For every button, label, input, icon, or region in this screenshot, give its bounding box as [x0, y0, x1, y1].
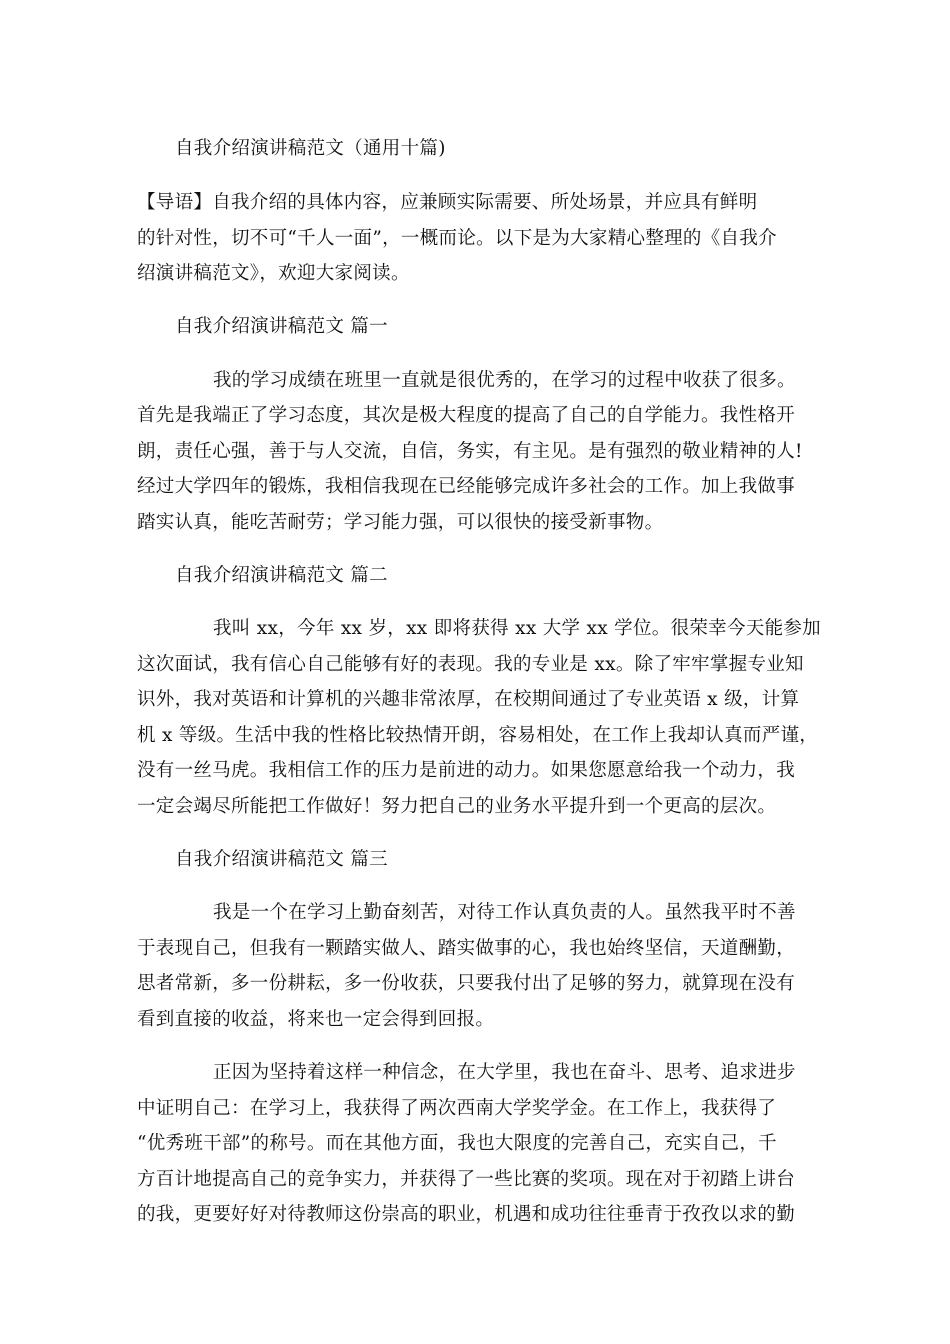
- paragraph-line: 正因为坚持着这样一种信念，在大学里，我也在奋斗、思考、追求进步: [213, 1062, 796, 1083]
- intro-line: 【导语】自我介绍的具体内容，应兼顾实际需要、所处场景，并应具有鲜明: [137, 192, 758, 213]
- paragraph-line: 中证明自己：在学习上，我获得了两次西南大学奖学金。在工作上，我获得了: [137, 1098, 777, 1119]
- paragraph-line: 的我，更要好好对待教师这份崇高的职业，机遇和成功往往垂青于孜孜以求的勤: [137, 1204, 796, 1225]
- paragraph-line: 首先是我端正了学习态度，其次是极大程度的提高了自己的自学能力。我性格开: [137, 405, 796, 426]
- paragraph-line: “优秀班干部”的称号。而在其他方面，我也大限度的完善自己，充实自己，千: [137, 1133, 777, 1154]
- intro-line: 绍演讲稿范文》，欢迎大家阅读。: [137, 263, 410, 284]
- section-heading-2: 自我介绍演讲稿范文 篇二: [175, 565, 388, 586]
- paragraph-line: 我的学习成绩在班里一直就是很优秀的，在学习的过程中收获了很多。: [213, 370, 796, 391]
- paragraph-line: 于表现自己，但我有一颗踏实做人、踏实做事的心，我也始终坚信，天道酬勤，: [137, 938, 796, 959]
- paragraph-line: 这次面试，我有信心自己能够有好的表现。我的专业是 xx。除了牢牢掌握专业知: [137, 654, 804, 675]
- paragraph-line: 方百计地提高自己的竞争实力，并获得了一些比赛的奖项。现在对于初踏上讲台: [137, 1169, 796, 1190]
- paragraph-line: 一定会竭尽所能把工作做好！努力把自己的业务水平提升到一个更高的层次。: [137, 796, 777, 817]
- intro-line: 的针对性，切不可“千人一面”，一概而论。以下是为大家精心整理的《自我介: [137, 228, 777, 249]
- section-heading-1: 自我介绍演讲稿范文 篇一: [175, 316, 388, 337]
- section-heading-3: 自我介绍演讲稿范文 篇三: [175, 849, 388, 870]
- paragraph-line: 看到直接的收益，将来也一定会得到回报。: [137, 1009, 495, 1030]
- paragraph-line: 识外，我对英语和计算机的兴趣非常浓厚，在校期间通过了专业英语 x 级，计算: [137, 689, 800, 710]
- paragraph-line: 没有一丝马虎。我相信工作的压力是前进的动力。如果您愿意给我一个动力，我: [137, 760, 796, 781]
- paragraph-line: 思者常新，多一份耕耘，多一份收获，只要我付出了足够的努力，就算现在没有: [137, 973, 796, 994]
- paragraph-line: 我是一个在学习上勤奋刻苦，对待工作认真负责的人。虽然我平时不善: [213, 902, 796, 923]
- paragraph-line: 踏实认真，能吃苦耐劳；学习能力强，可以很快的接受新事物。: [137, 512, 664, 533]
- paragraph-line: 我叫 xx，今年 xx 岁，xx 即将获得 xx 大学 xx 学位。很荣幸今天能参加: [213, 618, 821, 639]
- document-title: 自我介绍演讲稿范文（通用十篇): [175, 138, 446, 159]
- paragraph-line: 朗，责任心强，善于与人交流，自信，务实，有主见。是有强烈的敬业精神的人!: [137, 441, 803, 462]
- paragraph-line: 机 x 等级。生活中我的性格比较热情开朗，容易相处，在工作上我却认真而严谨，: [137, 725, 819, 746]
- paragraph-line: 经过大学四年的锻炼，我相信我现在已经能够完成许多社会的工作。加上我做事: [137, 476, 796, 497]
